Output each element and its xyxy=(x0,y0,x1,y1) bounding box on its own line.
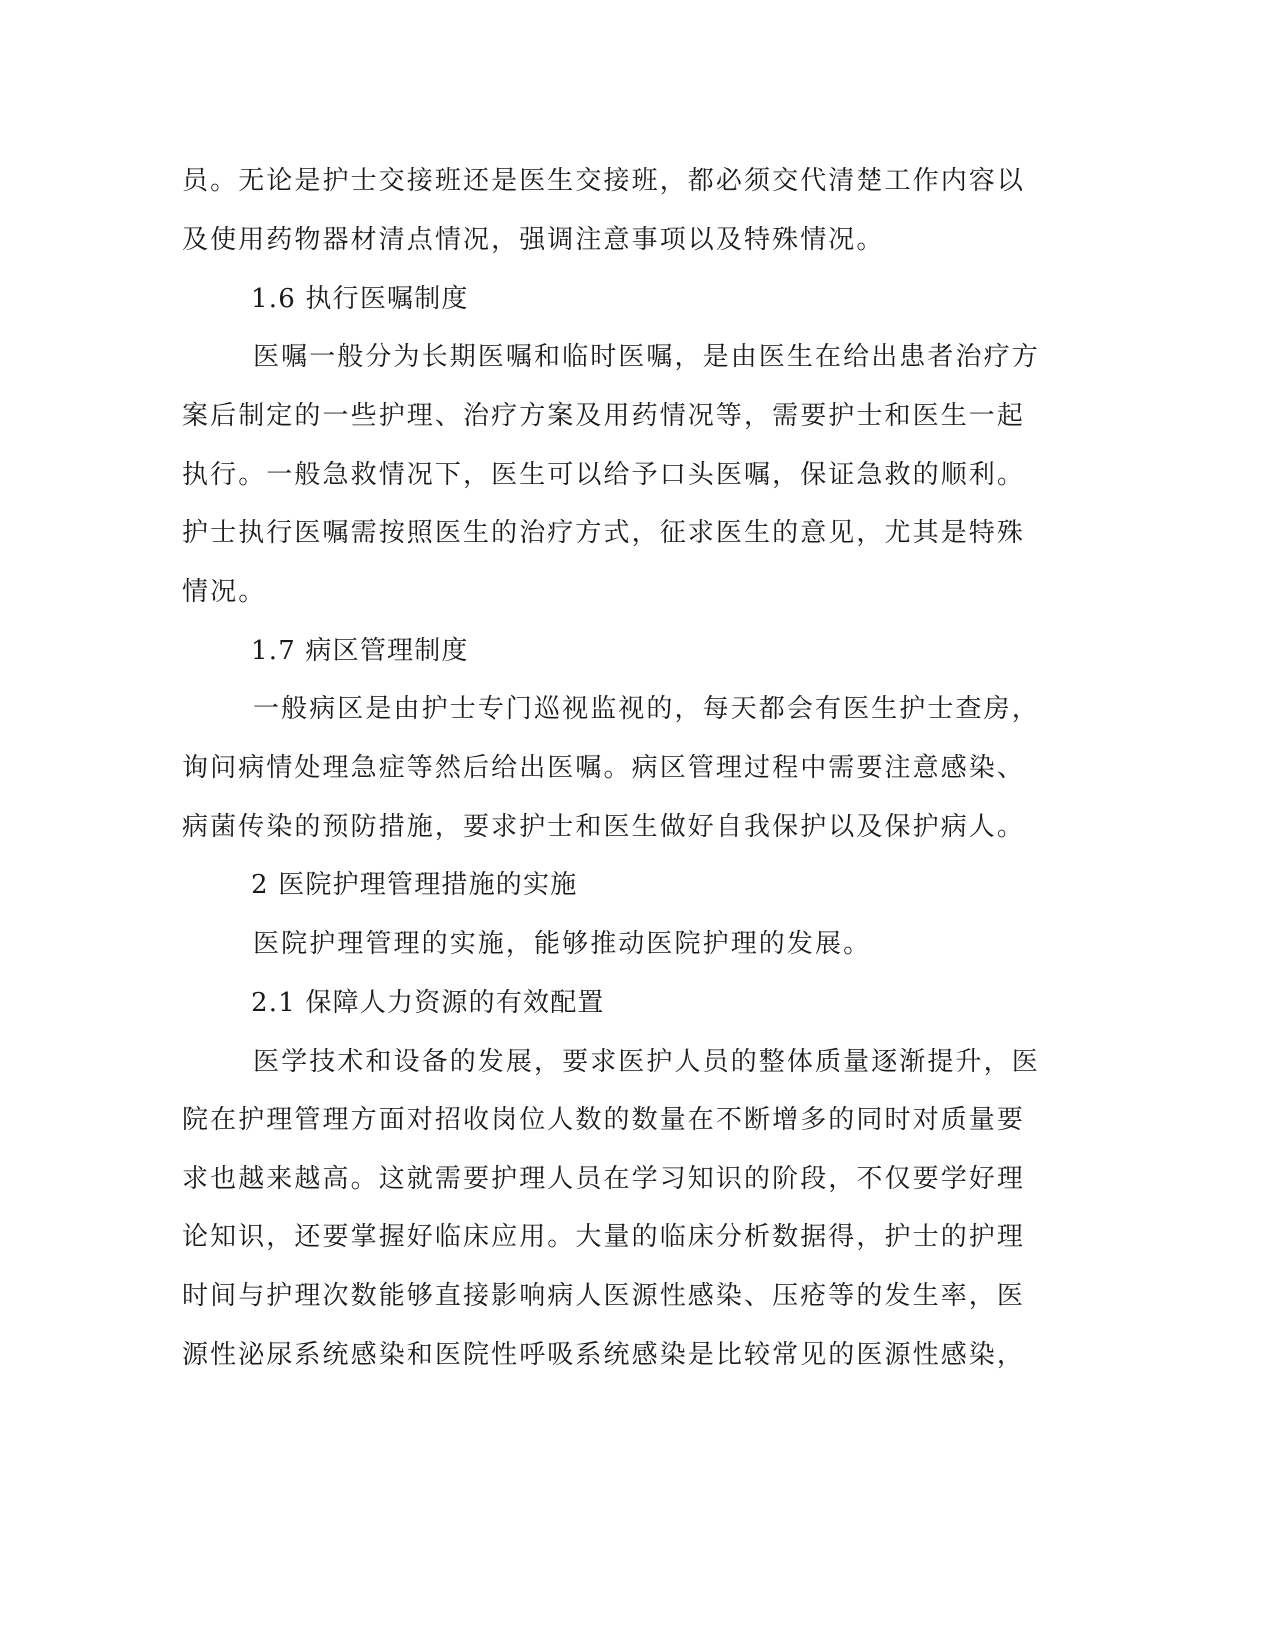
paragraph-line: 情况。 xyxy=(182,577,267,607)
paragraph-line: 医嘱一般分为长期医嘱和临时医嘱，是由医生在给出患者治疗方 xyxy=(253,342,1040,372)
paragraph-line: 论知识，还要掌握好临床应用。大量的临床分析数据得，护士的护理 xyxy=(182,1222,1026,1252)
paragraph-line: 医院护理管理的实施，能够推动医院护理的发展。 xyxy=(253,929,872,959)
paragraph-line: 一般病区是由护士专门巡视监视的，每天都会有医生护士查房， xyxy=(253,694,1040,724)
paragraph-line: 病菌传染的预防措施，要求护士和医生做好自我保护以及保护病人。 xyxy=(182,812,1026,842)
paragraph-line: 员。无论是护士交接班还是医生交接班，都必须交代清楚工作内容以 xyxy=(182,166,1026,196)
section-heading-2: 2 医院护理管理措施的实施 xyxy=(251,870,578,900)
section-heading-1-6: 1.6 执行医嘱制度 xyxy=(251,284,469,314)
paragraph-line: 案后制定的一些护理、治疗方案及用药情况等，需要护士和医生一起 xyxy=(182,401,1026,431)
paragraph-line: 时间与护理次数能够直接影响病人医源性感染、压疮等的发生率，医 xyxy=(182,1281,1026,1311)
paragraph-line: 护士执行医嘱需按照医生的治疗方式，征求医生的意见，尤其是特殊 xyxy=(182,518,1026,548)
paragraph-line: 医学技术和设备的发展，要求医护人员的整体质量逐渐提升，医 xyxy=(253,1047,1040,1077)
paragraph-line: 执行。一般急救情况下，医生可以给予口头医嘱，保证急救的顺利。 xyxy=(182,460,1026,490)
section-heading-1-7: 1.7 病区管理制度 xyxy=(251,636,469,666)
paragraph-line: 询问病情处理急症等然后给出医嘱。病区管理过程中需要注意感染、 xyxy=(182,753,1026,783)
paragraph-line: 及使用药物器材清点情况，强调注意事项以及特殊情况。 xyxy=(182,225,885,255)
paragraph-line: 求也越来越高。这就需要护理人员在学习知识的阶段，不仅要学好理 xyxy=(182,1164,1026,1194)
paragraph-line: 源性泌尿系统感染和医院性呼吸系统感染是比较常见的医源性感染， xyxy=(182,1340,1026,1370)
section-heading-2-1: 2.1 保障人力资源的有效配置 xyxy=(251,988,605,1018)
paragraph-line: 院在护理管理方面对招收岗位人数的数量在不断增多的同时对质量要 xyxy=(182,1105,1026,1135)
